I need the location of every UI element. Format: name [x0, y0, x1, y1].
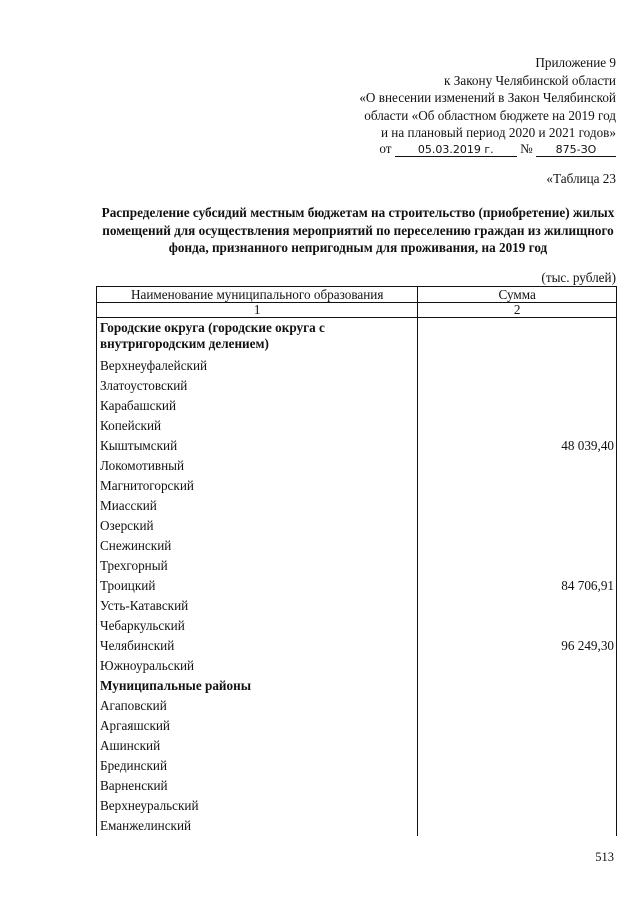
table-row — [97, 556, 617, 576]
table-row — [97, 616, 617, 636]
subsidy-amount — [418, 496, 617, 516]
subsidy-amount — [418, 556, 617, 576]
municipality-name: Верхнеуфалейский — [97, 356, 418, 376]
municipality-name: Миасский — [97, 496, 418, 516]
subsidy-amount — [418, 696, 617, 716]
municipality-name: Снежинский — [97, 536, 418, 556]
table-row — [97, 396, 617, 416]
subsidy-amount — [418, 516, 617, 536]
number-label: № — [520, 141, 533, 156]
municipality-name: Южноуральский — [97, 656, 418, 676]
subsidy-amount — [418, 476, 617, 496]
municipality-name: Карабашский — [97, 396, 418, 416]
column-number: 2 — [418, 303, 617, 318]
municipality-name: Кыштымский — [97, 436, 418, 456]
subsidy-amount — [418, 776, 617, 796]
subsidy-amount: 96 249,30 — [418, 636, 617, 656]
table-row — [97, 796, 617, 816]
municipality-name: Чебаркульский — [97, 616, 418, 636]
law-number: 875-ЗО — [536, 144, 616, 157]
table-row — [97, 356, 617, 376]
column-header-name: Наименование муниципального образования — [97, 287, 418, 303]
subsidy-amount — [418, 596, 617, 616]
document-title: Распределение субсидий местным бюджетам на строительство (приобретение) жилых помещений для осуществления мероприятий по переселению граждан из жилищного фонда, признанного непригодным для проживания, на 2019 год — [101, 205, 615, 255]
municipality-name: Троицкий — [97, 576, 418, 596]
municipality-name: Аргаяшский — [97, 716, 418, 736]
municipality-name: Брединский — [97, 756, 418, 776]
group-name: Муниципальные районы — [97, 676, 418, 696]
municipality-name: Магнитогорский — [97, 476, 418, 496]
municipality-name: Трехгорный — [97, 556, 418, 576]
table-label: «Таблица 23 — [546, 171, 616, 186]
table-row — [97, 516, 617, 536]
table-row — [97, 456, 617, 476]
group-amount — [418, 318, 617, 357]
table-row — [97, 596, 617, 616]
subsidy-table — [96, 286, 617, 836]
appendix-line: к Закону Челябинской области — [444, 72, 616, 88]
group-row — [97, 676, 617, 696]
subsidy-amount — [418, 396, 617, 416]
municipality-name: Усть-Катавский — [97, 596, 418, 616]
subsidy-amount — [418, 616, 617, 636]
appendix-header — [276, 54, 616, 142]
subsidy-amount — [418, 376, 617, 396]
municipality-name: Верхнеуральский — [97, 796, 418, 816]
table-row — [97, 636, 617, 656]
table-row — [97, 656, 617, 676]
table-row — [97, 476, 617, 496]
table-row — [97, 576, 617, 596]
appendix-line: области «Об областном бюджете на 2019 год — [364, 107, 616, 123]
subsidy-amount — [418, 416, 617, 436]
appendix-line: и на плановый период 2020 и 2021 годов» — [380, 125, 616, 140]
municipality-name: Агаповский — [97, 696, 418, 716]
subsidy-amount — [418, 536, 617, 556]
municipality-name: Челябинский — [97, 636, 418, 656]
municipality-name: Копейский — [97, 416, 418, 436]
subsidy-amount — [418, 716, 617, 736]
subsidy-amount: 84 706,91 — [418, 576, 617, 596]
subsidy-amount — [418, 816, 617, 836]
subsidy-amount: 48 039,40 — [418, 436, 617, 456]
subsidy-amount — [418, 656, 617, 676]
subsidy-amount — [418, 456, 617, 476]
table-row — [97, 416, 617, 436]
table-body — [97, 318, 617, 837]
law-date: 05.03.2019 г. — [395, 144, 517, 157]
table-row — [97, 716, 617, 736]
column-header-amount: Сумма — [418, 287, 617, 303]
column-number: 1 — [97, 303, 418, 318]
municipality-name: Озерский — [97, 516, 418, 536]
group-row — [97, 318, 617, 357]
municipality-name: Ашинский — [97, 736, 418, 756]
law-reference-line — [379, 141, 616, 157]
table-row — [97, 776, 617, 796]
group-name: Городские округа (городские округа с внутригородским делением) — [97, 318, 418, 357]
table-row — [97, 436, 617, 456]
table-row — [97, 756, 617, 776]
from-label: от — [379, 141, 392, 156]
appendix-line: Приложение 9 — [535, 55, 616, 70]
subsidy-amount — [418, 356, 617, 376]
table-row — [97, 496, 617, 516]
municipality-name: Еманжелинский — [97, 816, 418, 836]
table-row — [97, 696, 617, 716]
municipality-name: Локомотивный — [97, 456, 418, 476]
unit-label: (тыс. рублей) — [541, 270, 616, 285]
appendix-line: «О внесении изменений в Закон Челябинской — [359, 90, 616, 105]
subsidy-amount — [418, 736, 617, 756]
table-row — [97, 736, 617, 756]
municipality-name: Варненский — [97, 776, 418, 796]
group-amount — [418, 676, 617, 696]
table-row — [97, 816, 617, 836]
table-row — [97, 376, 617, 396]
municipality-name: Златоустовский — [97, 376, 418, 396]
table-row — [97, 536, 617, 556]
subsidy-amount — [418, 756, 617, 776]
page-number: 513 — [595, 850, 614, 864]
subsidy-amount — [418, 796, 617, 816]
